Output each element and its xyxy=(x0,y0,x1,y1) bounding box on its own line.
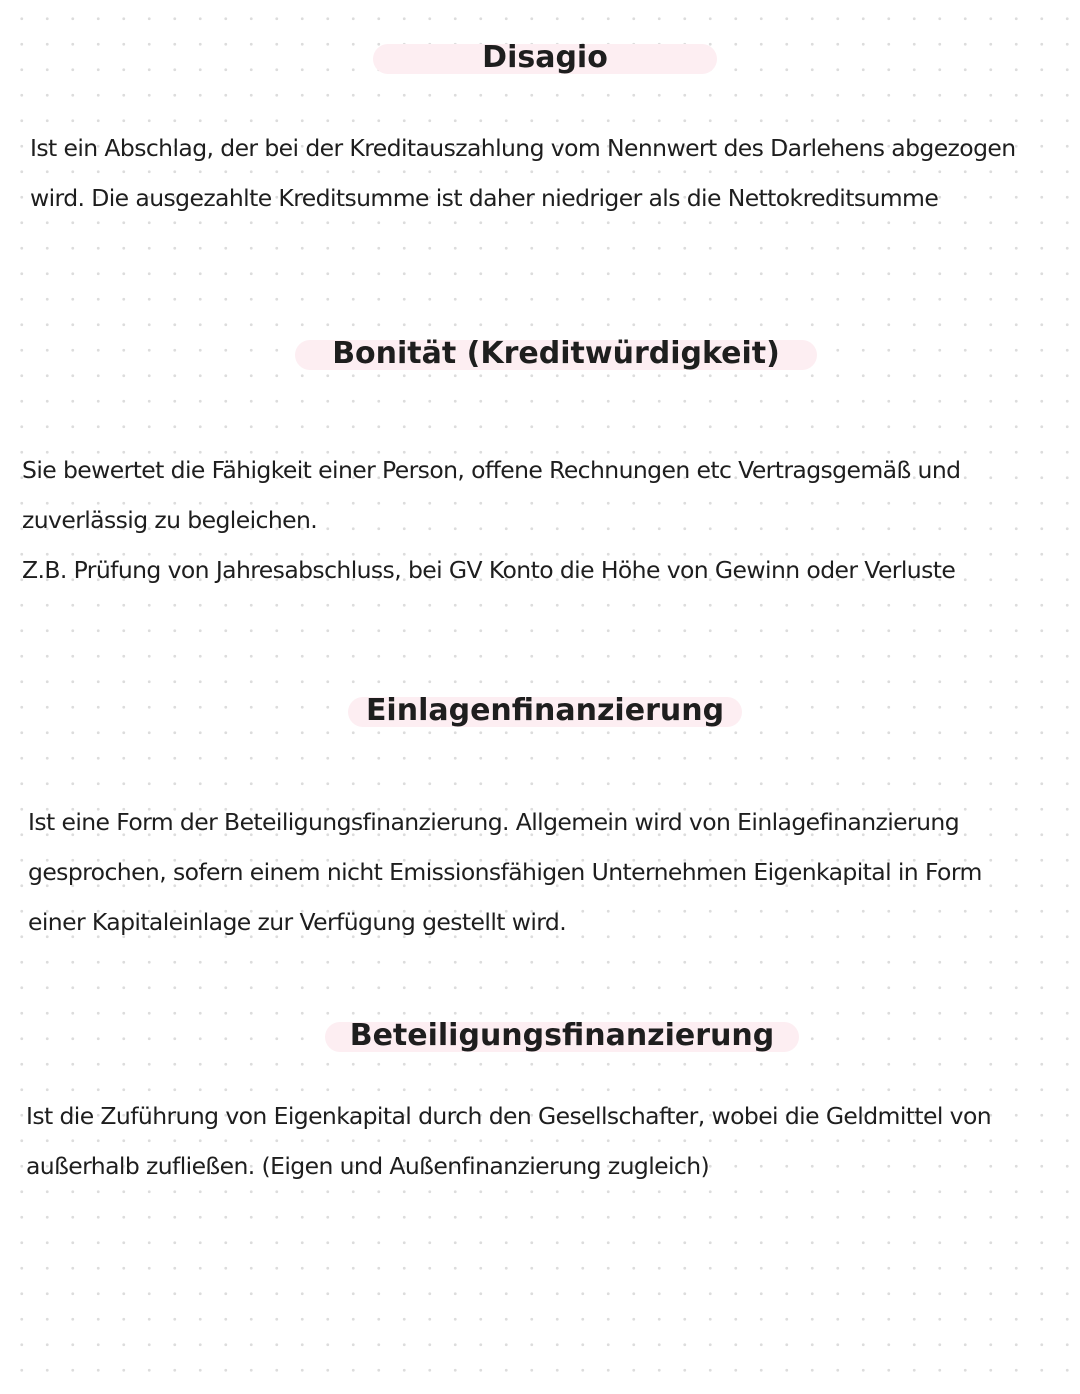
paragraph-disagio xyxy=(30,123,1016,223)
text-line: Z.B. Prüfung von Jahresabschluss, bei GV Konto die Höhe von Gewinn oder Verluste xyxy=(22,556,956,584)
text-line: wird. Die ausgezahlte Kreditsumme ist daher niedriger als die Nettokreditsumme xyxy=(30,184,939,212)
heading-bonitaet-wrap xyxy=(295,336,817,371)
heading-disagio: Disagio xyxy=(482,40,608,75)
text-line: einer Kapitaleinlage zur Verfügung gestellt wird. xyxy=(28,908,567,936)
paragraph-beteiligungsfinanzierung xyxy=(26,1091,991,1191)
heading-bonitaet: Bonität (Kreditwürdigkeit) xyxy=(332,336,780,371)
heading-einlagenfinanzierung: Einlagenfinanzierung xyxy=(365,693,725,728)
text-line: Ist die Zuführung von Eigenkapital durch den Gesellschafter, wobei die Geldmittel von xyxy=(26,1102,992,1130)
text-line: gesprochen, sofern einem nicht Emissionsfähigen Unternehmen Eigenkapital in Form xyxy=(28,858,982,886)
text-line: außerhalb zufließen. (Eigen und Außenfinanzierung zugleich) xyxy=(26,1152,710,1180)
paragraph-einlagenfinanzierung xyxy=(28,797,982,947)
heading-disagio-wrap xyxy=(373,40,717,75)
heading-beteiligungsfinanzierung-wrap xyxy=(325,1018,799,1053)
text-line: Sie bewertet die Fähigkeit einer Person, offene Rechnungen etc Vertragsgemäß und xyxy=(22,456,961,484)
text-line: Ist ein Abschlag, der bei der Kreditauszahlung vom Nennwert des Darlehens abgezogen xyxy=(30,134,1016,162)
text-line: Ist eine Form der Beteiligungsfinanzierung. Allgemein wird von Einlagefinanzierung xyxy=(28,808,960,836)
heading-beteiligungsfinanzierung: Beteiligungsfinanzierung xyxy=(349,1018,775,1053)
paragraph-bonitaet xyxy=(22,445,960,595)
heading-einlagenfinanzierung-wrap xyxy=(348,693,742,728)
text-line: zuverlässig zu begleichen. xyxy=(22,506,318,534)
